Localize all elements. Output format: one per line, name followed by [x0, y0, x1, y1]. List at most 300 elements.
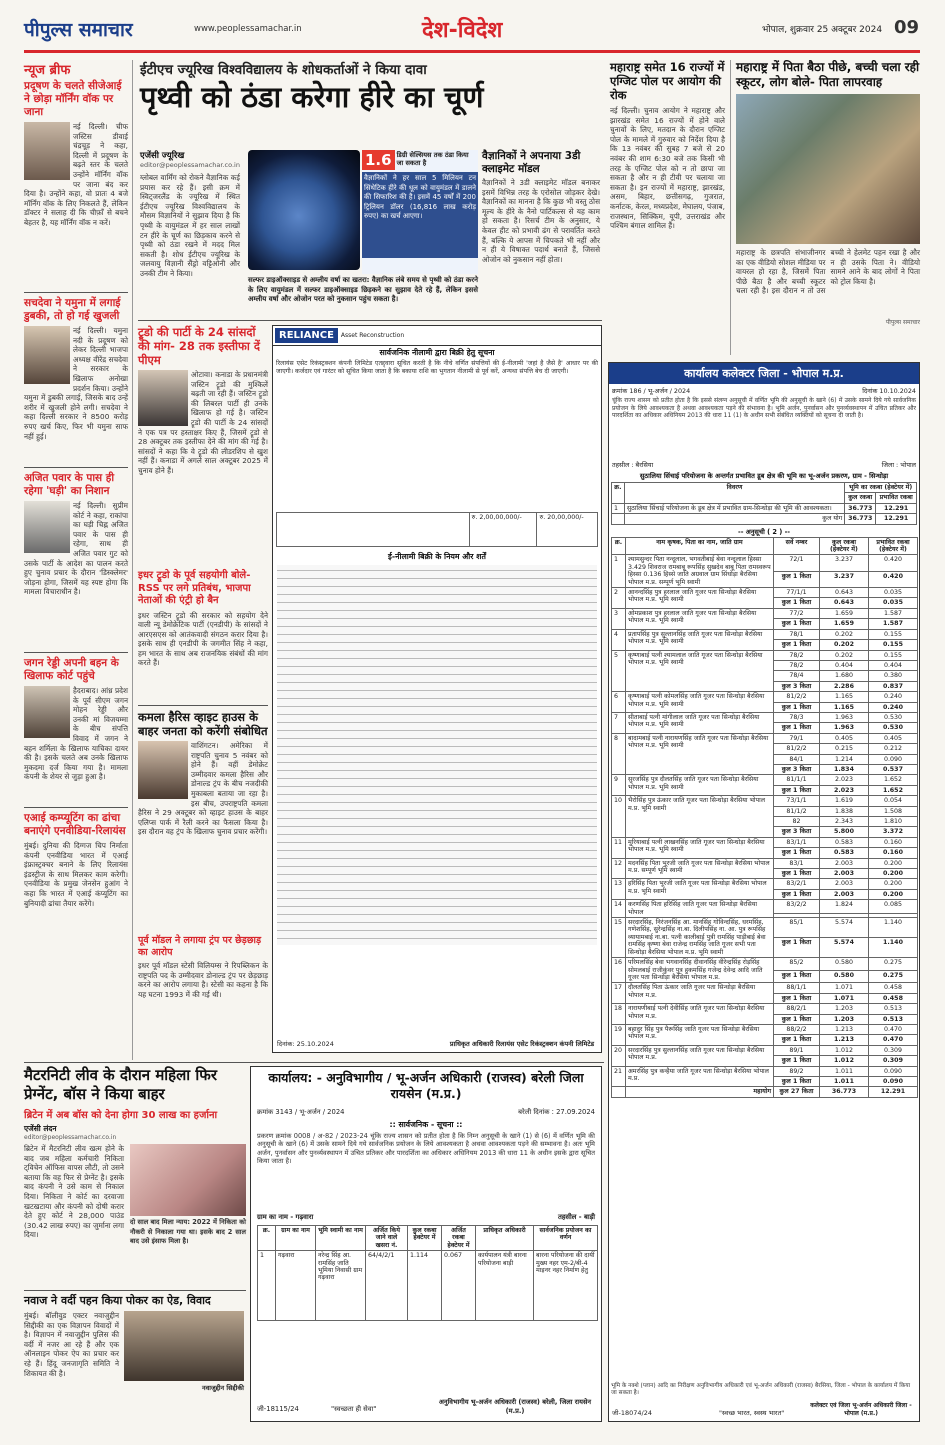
row-number: 4: [612, 629, 626, 650]
owner-name: बहादुर सिंह पुत्र पैरूसिंह जाति गूजर पता सिन्धोड़ा बैरसिया भोपाल म.प्र.: [626, 1024, 774, 1045]
lead-story: [140, 60, 600, 320]
total-area: 1.012: [820, 1045, 869, 1055]
nawaz-story: [24, 1294, 246, 1422]
subtotal-cell: 1.140: [869, 938, 918, 958]
stat-box: [362, 150, 478, 274]
owner-name: सरदारसिंह, निरंजनसिंह आ. मानसिंह गोविन्दसिंह, धरमसिंह, गणेशसिंह, सुरेन्द्रसिंह ना.बा. दिलीपसिंह ना. आ. पुत्र रूपसिंह व्यायामबाई ना.बा. पत्नी कालीबाई पुत्री रामसिंह पाड़ीबाई बेवा रामसिंह कृष्णा बेवा राजेन्द्र रामसिंह जाति गूजर सभी पता सिन्धोड़ा बैरसिया भोपाल म.प्र. भूमि स्वामी: [626, 918, 774, 958]
row-number: 16: [612, 958, 626, 983]
total-area: 1.071: [820, 983, 869, 993]
bjp-headline[interactable]: इधर ट्रूडो के पूर्व सहयोगी बोले- RSS पर लगे प्रतिबंध, भाजपा नेताओं की एंट्री हो बैन: [138, 570, 251, 606]
raisen-head: भूमि स्वामी का नाम: [316, 1226, 366, 1251]
owner-name: अमरसिंह पुत्र कन्हैया जाति गूजर पता सिन्धोड़ा बैरसिया भोपाल म.प्र.: [626, 1066, 774, 1087]
affected-area: 0.155: [869, 629, 918, 639]
raisen-head: अर्जित रकबा हेक्टेयर में: [442, 1226, 476, 1251]
sachdeva-photo: [24, 326, 70, 384]
s1-cell: 12.291: [876, 503, 917, 513]
row-number: 15: [612, 918, 626, 958]
row-number: 10: [612, 796, 626, 838]
subtotal-cell: 2.003: [820, 889, 869, 899]
row-number: 17: [612, 983, 626, 1004]
reserve-price: रु. 2,00,00,000/-: [469, 513, 537, 547]
subtotal-cell: 0.530: [869, 723, 918, 733]
raisen-head: प्राधिकृत अधिकारी: [476, 1226, 534, 1251]
subtotal-cell: 1.071: [820, 993, 869, 1003]
raisen-cell: कार्यपालन यंत्री बारना परियोजना बाड़ी: [476, 1251, 534, 1321]
harris-body: वाशिंगटन। अमेरिका में राष्ट्रपति चुनाव 5 नवंबर को होने हैं। वहीं डेमोक्रेट उम्मीदवार कमला हैरिस और डोनाल्ड ट्रंप के बीच नजदीकी मुकाबला बताया जा रहा है। इस बीच, उपराष्ट्रपति कमला हैरिस ने 29 अक्टूबर को व्हाइट हाउस के बाहर एलिप्स पार्क में रैली करने का फैसला किया है। इस दौरान वह ट्रंप के खिलाफ चुनाव प्रचार करेंगी।: [138, 741, 268, 837]
site-url[interactable]: www.peoplessamachar.in: [194, 24, 302, 34]
trudeau-headline[interactable]: ट्रूडो की पार्टी के 24 सांसदों की मांग- 28 तक इस्तीफा दें पीएम: [138, 325, 260, 367]
raisen-table: [257, 1225, 598, 1321]
affected-area: 0.380: [869, 671, 918, 681]
subtotal-cell: 1.652: [869, 785, 918, 795]
collector-title: कार्यालय कलेक्टर जिला - भोपाल म.प्र.: [609, 363, 919, 384]
row-number: 6: [612, 692, 626, 713]
raisen-cell: 0.067: [442, 1251, 476, 1321]
affected-area: 1.508: [869, 806, 918, 816]
row-number: 11: [612, 837, 626, 858]
raisen-cell: 64/4/2/1: [366, 1251, 408, 1321]
survey-number: 78/4: [774, 671, 820, 681]
brief-item: [24, 297, 128, 467]
survey-number: 88/1/1: [774, 983, 820, 993]
s1-head: भूमि का रकबा (हेक्टेयर में): [845, 483, 917, 493]
total-area: 0.202: [820, 629, 869, 639]
total-area: 1.203: [820, 1004, 869, 1014]
raisen-head: ग्राम का नाम: [276, 1226, 316, 1251]
table-row: [612, 1024, 918, 1034]
s1-head: क्र.: [612, 483, 625, 504]
email[interactable]: editor@peoplessamachar.co.in: [140, 161, 240, 169]
subtotal-cell: कुल 1 किता: [774, 640, 820, 650]
byline: एजेंसी ज्यूरिख: [140, 151, 185, 161]
trump-body: इधर पूर्व मॉडल स्टेसी विलियम्स ने रिपब्लिकन के राष्ट्रपति पद के उम्मीदवार डोनाल्ड ट्रंप पर छेड़छाड़ करने का आरोप लगाया है। स्टेसी का कहना है कि यह घटना 1993 में की गई थी।: [138, 961, 268, 999]
total-area: 1.214: [820, 754, 869, 764]
subtotal-cell: 0.513: [869, 1014, 918, 1024]
table-row: [612, 918, 918, 938]
subtotal-cell: कुल 3 किता: [774, 827, 820, 837]
affected-area: 0.090: [869, 1066, 918, 1076]
trudeau-story: [138, 325, 268, 565]
brief-title[interactable]: जगन रेड्डी अपनी बहन के खिलाफ कोर्ट पहुंचे: [24, 657, 119, 682]
subtotal-cell: कुल 1 किता: [774, 785, 820, 795]
collector-slogan: "स्वच्छ भारत, स्वस्थ भारत": [719, 1409, 785, 1417]
owner-name: ओमप्रकाश पुत्र हरलाल जाति गूजर पता सिन्धोड़ा बैरसिया भोपाल म.प्र. भूमि स्वामी: [626, 608, 774, 629]
raisen-village: ग्राम का नाम - गढ़वारा: [257, 1213, 314, 1221]
table-row: [612, 608, 918, 618]
survey-number: 81/2/2: [774, 744, 820, 754]
maternity-caption: दो साल बाद मिला न्याय: 2022 में निकिता को नौकरी से निकाला गया था। इसके बाद 2 साल बाद उसे इंसाफ मिला है।: [130, 1218, 246, 1246]
table-row: [612, 650, 918, 660]
subtotal-cell: 0.155: [869, 640, 918, 650]
affected-area: 0.212: [869, 744, 918, 754]
exit-poll-story: [610, 60, 725, 360]
subtotal-cell: 0.537: [869, 764, 918, 774]
grand-total-cell: कुल 27 किता: [774, 1087, 820, 1097]
owner-name: मदनसिंह पिता भूरजी जाति गूजर पता सिन्धोड़ा बैरसिया भोपाल म.प्र. सम्पूर्ण भूमि स्वामी: [626, 858, 774, 879]
affected-area: 0.035: [869, 588, 918, 598]
auction-table: [276, 512, 598, 547]
table-row: [612, 879, 918, 889]
harris-story: [138, 710, 268, 932]
total-area: 1.680: [820, 671, 869, 681]
subtotal-cell: 2.003: [820, 869, 869, 879]
reliance-sub: Asset Reconstruction: [340, 332, 405, 339]
row-number: 9: [612, 775, 626, 796]
survey-number: 82: [774, 817, 820, 827]
subtotal-cell: कुल 3 किता: [774, 681, 820, 691]
maternity-story: [24, 1066, 246, 1286]
brief-item: [24, 657, 128, 807]
survey-number: 81/1/1: [774, 775, 820, 785]
owner-name: आनन्दसिंह पुत्र हरलाल जाति गूजर पता सिन्धोड़ा बैरसिया भोपाल म.प्र. भूमि स्वामी: [626, 588, 774, 609]
subtotal-cell: 3.237: [820, 571, 869, 587]
subtotal-cell: कुल 1 किता: [774, 938, 820, 958]
table-row: [612, 629, 918, 639]
s1-cell: 36.773: [845, 503, 876, 513]
subtotal-cell: 1.587: [869, 619, 918, 629]
subtotal-cell: 5.574: [820, 938, 869, 958]
emd-amount: रु. 20,00,000/-: [537, 513, 598, 547]
subtotal-cell: 1.213: [820, 1035, 869, 1045]
brief-body: नई दिल्ली। सुप्रीम कोर्ट ने कहा, राकांपा का घड़ी चिह्न अजित पवार के पास ही रहेगा, साथ ही अजित पवार गुट को उसके पार्टी के आदेश का पालन करते हुए चुनाव प्रचार के दौरान 'डिस्क्लेमर' जोड़ना होगा, जिसमें यह स्पष्ट होगा कि मामला विचाराधीन है।: [24, 501, 128, 597]
row-number: 7: [612, 712, 626, 733]
subtotal-cell: 1.834: [820, 764, 869, 774]
raisen-office: कार्यालय: - अनुविभागीय / भू-अर्जन अधिकारी (राजस्व) बरेली जिला रायसेन (म.प्र.): [268, 1070, 584, 1101]
side-body: वैज्ञानिकों ने 3डी क्लाइमेट मॉडल बनाकर इसमें विभिन्न तरह के एरोसोल जोड़कर देखे। वैज्ञानिकों का मानना है कि कुछ भी वस्तु ठोस मूल्य के हीरे के नैनो पार्टिकल्स से यह काम हो सकता है। रिसर्च टीम के अनुसार, ये केवल हीट को प्रभावी ढंग से परावर्तित करते हैं, बल्कि ये आपस में चिपकते भी नहीं और न ही ये विषाक्त पदार्थ बनाते हैं, जिससे ओजोन को नुकसान नहीं होता।: [482, 178, 600, 264]
brief-body: हैदराबाद। आंध्र प्रदेश के पूर्व सीएम जगन मोहन रेड्डी और उनकी मां विजयम्मा के बीच संपत्ति विवाद में जगन ने बहन शर्मिला के खिलाफ याचिका दायर की है। इसके चलते अब उनके खिलाफ मुकदमा दर्ज किया गया है। मामला कंपनी के शेयर से जुड़ा हुआ है।: [24, 686, 128, 782]
brief-title[interactable]: प्रदूषण के चलते सीजेआई ने छोड़ा मॉर्निंग वॉक पर जाना: [24, 80, 122, 118]
exit-poll-headline[interactable]: महाराष्ट्र समेत 16 राज्यों में एग्जिट पोल पर आयोग की रोक: [610, 60, 725, 102]
reliance-logo[interactable]: RELIANCE: [275, 328, 338, 343]
collector-intro: चूंकि राज्य शासन को प्रतीत होता है कि इससे संलग्न अनुसूची में वर्णित भूमि की अनुसूची के खाने (6) में उसके सामने दिये गये सार्वजनिक प्रयोजन के लिये आवश्यकता है अथवा आवश्यकता पड़ने की संभावना है। भूमि अर्जन, पुनर्वासन और पुनर्व्यवस्थापन में उचित प्रतिकर और पारदर्शिता का अधिकार अधिनियम 2013 की धारा 11 (1) के अधीन सभी संबंधित व्यक्तियों को सूचना दी जाती है।: [612, 397, 916, 420]
raisen-notice-title: :: सार्वजनिक - सूचना ::: [389, 1120, 463, 1129]
subtotal-cell: 3.372: [869, 827, 918, 837]
s2-head: सर्वे नम्बर: [774, 537, 820, 555]
maternity-photo: [130, 1144, 246, 1216]
subtotal-cell: 1.165: [820, 702, 869, 712]
logo[interactable]: पीपुल्स समाचार: [24, 19, 133, 41]
subtotal-cell: 2.023: [820, 785, 869, 795]
total-area: 1.659: [820, 608, 869, 618]
subtotal-cell: 0.580: [820, 970, 869, 983]
subtotal-cell: 0.200: [869, 869, 918, 879]
scooter-photo: [736, 94, 920, 244]
affected-area: 0.200: [869, 858, 918, 868]
scooter-body: महाराष्ट्र के छत्रपति संभाजीनगर का एक वीडियो सोशल मीडिया पर वायरल हो रहा है, जिसमें पिता पीछे बैठा है और बच्ची स्कूटर चला रही है। इस दौरान न तो उस बच्ची ने हेलमेट पहन रखा है और न ही उसके पिता ने। वीडियो सामने आने के बाद लोगों ने पिता को ट्रोल किया है।: [736, 248, 920, 296]
total-area: 0.215: [820, 744, 869, 754]
maternity-sub: ब्रिटेन में अब बॉस को देना होगा 30 लाख का हर्जाना: [24, 1110, 218, 1121]
lead-caption: सल्फर डाइऑक्साइड से अम्लीय वर्षा का खतरा: वैज्ञानिक लंबे समय से पृथ्वी को ठंडा करने के लिए वायुमंडल में सल्फर डाइऑक्साइड छिड़कने का सुझाव देते रहे हैं, लेकिन इससे अम्लीय वर्षा और ओजोन परत को नुकसान पहुंच सकता है।: [248, 276, 478, 304]
subtotal-cell: कुल 1 किता: [774, 869, 820, 879]
lead-col1: ग्लोबल वार्मिंग को रोकने वैज्ञानिक कई प्रयास कर रहे हैं। इसी क्रम में स्विट्जरलैंड के ज्यूरिख में स्थित ईटीएच ज्यूरिख विश्वविद्यालय के मौसम विज्ञानियों ने सुझाव दिया है कि पृथ्वी के वायुमंडल में हर साल लाखों टन हीरे के चूर्ण का छिड़काव करने से पृथ्वी को ठंडा रखने में मदद मिल सकती है। शोध ईटीएच ज्यूरिख के जलवायु विज्ञानी सैंड्रो वट्टिओनी और उनकी टीम ने किया।: [140, 173, 240, 278]
trump-headline[interactable]: पूर्व मॉडल ने लगाया ट्रंप पर छेड़छाड़ का आरोप: [138, 935, 262, 958]
s1-total: कुल योग: [624, 514, 844, 524]
affected-area: 1.587: [869, 608, 918, 618]
subtotal-cell: कुल 1 किता: [774, 848, 820, 858]
raisen-sign: अनुविभागीय भू-अर्जन अधिकारी (राजस्व) बरेली, जिला रायसेन (म.प्र.): [438, 1398, 592, 1415]
affected-area: 1.140: [869, 918, 918, 938]
owner-name: कृष्णाबाई पत्नी श्यामलाल जाति गूजर पता सिन्धोड़ा बैरसिया भोपाल म.प्र. भूमि स्वामी: [626, 650, 774, 692]
subtotal-cell: कुल 3 किता: [774, 764, 820, 774]
brief-body: नई दिल्ली। चीफ जस्टिस डीवाई चंद्रचूड़ ने कहा, दिल्ली में प्रदूषण के बढ़ते स्तर के चलते उन्होंने मॉर्निंग वॉक पर जाना बंद कर दिया है। उन्होंने कहा, वो प्रातः 4 बजे मॉर्निंग वॉक के लिए निकलते हैं, लेकिन डॉक्टर ने सलाह दी कि चीफ़ाँ से बचने बेहतर है, यह मॉर्निंग वॉक न करें।: [24, 122, 128, 227]
survey-number: 77/1/1: [774, 588, 820, 598]
subtotal-cell: कुल 1 किता: [774, 993, 820, 1003]
owner-name: परिमलसिंह बेवा भगवानसिंह दीवानसिंह वीरेन्द्रसिंह रोड़सिंह सोमलबाई राजीकुंवर पुत्र हुकमसिंह गजेन्द्र देवेन्द्र आदि जाति गूजर पता सिन्धोड़ा बैरसिया भोपाल म.प्र.: [626, 958, 774, 983]
row-number: 13: [612, 879, 626, 900]
table-row: [612, 1066, 918, 1076]
raisen-head: अर्जित किये जाने वाले खसरा नं.: [366, 1226, 408, 1251]
affected-area: 0.054: [869, 796, 918, 806]
maternity-body: ब्रिटेन में मैटरनिटी लीव खत्म होने के बाद जब महिला कर्मचारी निकिता ट्विचेन ऑफिस वापस लौटी, तो उसने बताया कि वह फिर से प्रेग्नेंट है। इसके बाद कंपनी ने उसे काम से निकाल दिया। निकिता ने कोर्ट का दरवाजा खटखटाया और कंपनी को दोषी करार देते हुए कोर्ट ने 28,000 पाउंड (30.42 लाख रुपए) का जुर्माना लगा दिया।: [24, 1144, 124, 1240]
s1-subhead: कुल रकबा: [845, 493, 876, 503]
owner-name: बादामबाई पत्नी नारायणसिंह जाति गूजर पता सिन्धोड़ा बैरसिया भोपाल म.प्र. भूमि स्वामी: [626, 733, 774, 775]
ajit-pawar-photo: [24, 501, 70, 553]
affected-area: 1.810: [869, 817, 918, 827]
total-area: 1.824: [820, 900, 869, 914]
raisen-jino: जी-18115/24: [257, 1405, 299, 1413]
brief-item: [24, 472, 128, 652]
owner-name: प्रतापसिंह पुत्र सुल्तानसिंह जाति गूजर पता सिन्धोड़ा बैरसिया भोपाल म.प्र. भूमि स्वामी: [626, 629, 774, 650]
raisen-date: बरेली दिनांक : 27.09.2024: [518, 1108, 595, 1116]
stat-body: वैज्ञानिकों ने हर साल 5 मिलियन टन सिंथेटिक हीरे की धूल को वायुमंडल में डालने की सिफारिश की है। इसमें 45 वर्षों में 200 ट्रिलियन डॉलर (16,816 लाख करोड़ रुपए) का खर्च आएगा।: [362, 172, 478, 258]
row-number: 18: [612, 1004, 626, 1025]
table-row: [612, 900, 918, 914]
owner-name: करणसिंह पिता हरिसिंह जाति गूजर पता सिन्धोड़ा बैरसिया भोपाल: [626, 900, 774, 918]
affected-area: 0.240: [869, 692, 918, 702]
owner-name: सरदारसिंह पुत्र सुल्तानसिंह जाति गूजर पता सिन्धोड़ा बैरसिया भोपाल म.प्र.: [626, 1045, 774, 1066]
page-number: 09: [894, 17, 920, 38]
total-area: 1.213: [820, 1024, 869, 1034]
subtotal-cell: 1.659: [820, 619, 869, 629]
total-area: 0.405: [820, 733, 869, 743]
affected-area: 0.309: [869, 1045, 918, 1055]
lead-byline-block: [140, 150, 240, 321]
survey-number: 78/2: [774, 650, 820, 660]
s2-head: क्र.: [612, 537, 626, 555]
owner-name: नारायणीबाई पत्नी देवीसिंह जाति गूजर पता सिन्धोड़ा बैरसिया भोपाल म.प्र.: [626, 1004, 774, 1025]
total-area: 0.202: [820, 650, 869, 660]
brief-title[interactable]: अजित पवार के पास ही रहेगा 'घड़ी' का निशान: [24, 472, 115, 497]
total-area: 0.404: [820, 660, 869, 670]
subtotal-cell: 0.200: [869, 889, 918, 899]
total-area: 2.343: [820, 817, 869, 827]
auction-sign: प्राधिकृत अधिकारी रिलायंस एसेट रिकंस्ट्रक्शन कंपनी लिमिटेड: [449, 1040, 595, 1048]
row-number: 19: [612, 1024, 626, 1045]
subtotal-cell: 0.160: [869, 848, 918, 858]
total-area: 2.023: [820, 775, 869, 785]
subtotal-cell: 0.090: [869, 1076, 918, 1086]
survey-number: 77/2: [774, 608, 820, 618]
subtotal-cell: 0.035: [869, 598, 918, 608]
side-headline[interactable]: वैज्ञानिकों ने अपनाया 3डी क्लाइमेट मॉडल: [482, 150, 581, 175]
section-title: देश-विदेश: [422, 18, 503, 43]
scooter-headline[interactable]: महाराष्ट्र में पिता बैठा पीछे, बच्ची चला रही स्कूटर, लोग बोले- पिता लापरवाह: [736, 60, 920, 89]
survey-number: 78/3: [774, 712, 820, 722]
total-area: 1.619: [820, 796, 869, 806]
collector-foot: भूमि के नक्शे (प्लान) आदि का निरीक्षण अनुविभागीय अधिकारी एवं भू-अर्जन अधिकारी (राजस्व) बैरसिया, जिला - भोपाल के कार्यालय में किया जा सकता है।: [611, 1383, 911, 1396]
trudeau-body: ओटावा। कनाडा के प्रधानमंत्री जस्टिन ट्रूडो की मुश्किलें बढ़ती जा रही हैं। जस्टिन ट्रूडो की लिबरल पार्टी ही उनके खिलाफ हो गई है। जस्टिन ट्रूडो की पार्टी के 24 सांसदों ने एक पत्र पर हस्ताक्षर किए हैं, जिसमें ट्रूडो से 28 अक्टूबर तक इस्तीफा देने की मांग की गई है। सांसदों ने कहा कि वे ट्रूडो की लीडरशिप से खुश नहीं हैं। कनाडा में अगले साल अक्टूबर 2025 में चुनाव होने हैं।: [138, 370, 268, 475]
lead-headline[interactable]: पृथ्वी को ठंडा करेगा हीरे का चूर्ण: [140, 80, 484, 114]
survey-number: 85/2: [774, 958, 820, 971]
grand-total-cell: 36.773: [820, 1087, 869, 1097]
news-brief-column: [24, 60, 128, 1160]
owner-name: मुरियाबाई पत्नी लाखनसिंह जाति गूजर पता सिन्धोड़ा बैरसिया भोपाल म.प्र. भूमि स्वामी: [626, 837, 774, 858]
affected-area: 0.420: [869, 555, 918, 571]
schedule-2: [611, 537, 918, 1098]
survey-number: 79/1: [774, 733, 820, 743]
nawaz-headline[interactable]: नवाज ने वर्दी पहन किया पोकर का ऐड, विवाद: [24, 1294, 211, 1307]
subtotal-cell: कुल 1 किता: [774, 723, 820, 733]
table-row: [612, 775, 918, 785]
subtotal-cell: कुल 1 किता: [774, 889, 820, 899]
row-number: 1: [612, 555, 626, 588]
subtotal-cell: कुल 1 किता: [774, 619, 820, 629]
survey-number: 83/1: [774, 858, 820, 868]
row-number: 8: [612, 733, 626, 775]
affected-area: 0.404: [869, 660, 918, 670]
brief-title[interactable]: एआई कम्प्यूटिंग का ढांचा बनाएंगे एनवीडिया-रिलायंस: [24, 812, 126, 837]
s1-head: विवरण: [624, 483, 844, 504]
dateline: भोपाल, शुक्रवार 25 अक्टूबर 2024: [762, 25, 883, 35]
subtotal-cell: 0.275: [869, 970, 918, 983]
subtotal-cell: 0.643: [820, 598, 869, 608]
owner-name: सुरजसिंह पुत्र दौलतसिंह जाति गूजर पता सिन्धोड़ा बैरसिया भोपाल म.प्र. भूमि स्वामी: [626, 775, 774, 796]
survey-number: 85/1: [774, 918, 820, 938]
affected-area: 0.458: [869, 983, 918, 993]
table-row: [612, 733, 918, 743]
raisen-notice: [250, 1066, 602, 1422]
auction-date: दिनांक: 25.10.2024: [277, 1040, 334, 1048]
raisen-head: कुल रकबा हेक्टेयर में: [408, 1226, 442, 1251]
raisen-body: प्रकरण क्रमांक 0008 / अ-82 / 2023-24 चूंकि राज्य शासन को प्रतीत होता है कि निम्न अनुसूची के खाने (1) से (6) में वर्णित भूमि की अनुसूची के खाने (6) में उसके सामने दिये गये सार्वजनिक प्रयोजन के लिये आवश्यकता है अथवा आवश्यकता पड़ने की सम्भावना है। अतः भूमि अर्जन, पुनर्वासन और पुनर्व्यवस्थापन में उचित प्रतिकर और पारदर्शिता का अधिकार अधिनियम 2013 की धारा 11 के अधीन इसके द्वारा सूचित किया जाता है।: [257, 1132, 595, 1166]
survey-number: 73/1/1: [774, 796, 820, 806]
subtotal-cell: 0.240: [869, 702, 918, 712]
jagan-photo: [24, 686, 70, 738]
terms-head: ई-नीलामी बिक्री के नियम और शर्तें: [388, 552, 486, 561]
survey-number: 78/1: [774, 629, 820, 639]
maternity-headline[interactable]: मैटरनिटी लीव के दौरान महिला फिर प्रेग्नेंट, बॉस ने किया बाहर: [24, 1066, 218, 1103]
total-area: 2.003: [820, 858, 869, 868]
table-row: [612, 588, 918, 598]
affected-area: 0.513: [869, 1004, 918, 1014]
raisen-cell: बारना परियोजना की दायीं मुख्य नहर एम-2/बी-4 माइनर नहर निर्माण हेतु: [534, 1251, 598, 1321]
s2-head: कुल रकबा (हेक्टेयर में): [820, 537, 869, 555]
survey-number: 84/1: [774, 754, 820, 764]
subtotal-cell: 0.458: [869, 993, 918, 1003]
schedule-1: [611, 482, 917, 525]
raisen-tehsil: तहसील - बाड़ी: [557, 1213, 595, 1221]
survey-number: 88/2/2: [774, 1024, 820, 1034]
total-area: 1.011: [820, 1066, 869, 1076]
stat-number: 1.6: [362, 150, 395, 170]
raisen-cell: 1.114: [408, 1251, 442, 1321]
survey-number: 89/2: [774, 1066, 820, 1076]
collector-jino: जी-18074/24: [612, 1409, 652, 1417]
table-row: [612, 983, 918, 993]
total-area: 0.643: [820, 588, 869, 598]
maternity-email[interactable]: editor@peoplessamachar.co.in: [24, 1134, 117, 1141]
s1-cell: 1: [612, 503, 625, 513]
cji-photo: [24, 122, 70, 180]
table-row: [612, 692, 918, 702]
subtotal-cell: कुल 1 किता: [774, 1035, 820, 1045]
subtotal-cell: 0.420: [869, 571, 918, 587]
owner-name: कृष्णाबाई पत्नी कोमलसिंह जाति गूजर पता सिन्धोड़ा बैरसिया भोपाल म.प्र. भूमि स्वामी: [626, 692, 774, 713]
lead-kicker: ईटीएच ज्यूरिख विश्वविद्यालय के शोधकर्ताओं ने किया दावा: [140, 62, 427, 78]
affected-area: 0.405: [869, 733, 918, 743]
exit-poll-body: नई दिल्ली। चुनाव आयोग ने महाराष्ट्र और झारखंड समेत 16 राज्यों में होने वाले चुनावों के लिए, मतदान के दौरान एग्जिट पोल के मामले में गुरुवार को निर्देश दिया है कि 13 नवंबर की सुबह 7 बजे से 20 नवंबर की शाम 6:30 बजे तक किसी भी तरह के एग्जिट पोल को न तो छापा जा सकता है और न ही टीवी पर चलाया जा सकता है। इन राज्यों में महाराष्ट्र, झारखंड, असम, बिहार, छत्तीसगढ़, गुजरात, कर्नाटक, केरल, मध्यप्रदेश, मेघालय, पंजाब, राजस्थान, सिक्किम, यूपी, उत्तराखंड और पश्चिम बंगाल शामिल हैं।: [610, 106, 725, 231]
collector-tehsil: तहसील : बैरसिया: [612, 461, 654, 469]
subtotal-cell: कुल 1 किता: [774, 1076, 820, 1086]
subtotal-cell: 1.203: [820, 1014, 869, 1024]
subtotal-cell: 0.202: [820, 640, 869, 650]
nawaz-body: मुंबई। बॉलीवुड एक्टर नवाजुद्दीन सिद्दीकी का एक विज्ञापन विवादों में है। विज्ञापन में नवाजुद्दीन पुलिस की वर्दी में नजर आ रहे हैं और एक ऑनलाइन पोकर ऐप का प्रचार कर रहे हैं। हिंदू जनजागृति समिति ने शिकायत की है।: [24, 1311, 119, 1378]
survey-number: 83/2/2: [774, 900, 820, 914]
total-area: 5.574: [820, 918, 869, 938]
brief-title[interactable]: सचदेवा ने यमुना में लगाई डुबकी, तो हो गई खुजली: [24, 297, 121, 322]
brief-item: [24, 812, 128, 992]
owner-name: सीताबाई पत्नी मांगीलाल जाति गूजर पता सिन्धोड़ा बैरसिया भोपाल म.प्र. भूमि स्वामी: [626, 712, 774, 733]
raisen-cell: 1: [258, 1251, 276, 1321]
collector-notice: [608, 362, 920, 1422]
owner-name: हरिसिंह पिता भूरजी जाति गूजर पता सिन्धोड़ा बैरसिया भोपाल म.प्र. भूमि स्वामी: [626, 879, 774, 900]
auction-text: रिलायंस एसेट रिकंस्ट्रक्शन कंपनी लिमिटेड एतद्द्वारा सूचित करती है कि नीचे वर्णित संपत्तियों की ई-नीलामी 'जहां है जैसे है' आधार पर की जाएगी। कर्जदार एवं गारंटर को सूचित किया जाता है कि बकाया राशि का भुगतान नीलामी से पूर्व करें, अन्यथा संपत्ति बेच दी जाएगी।: [276, 360, 598, 375]
total-area: 2.003: [820, 879, 869, 889]
raisen-cell: नरेन्द्र सिंह आ. रामसिंह जाति भूमिया निवासी ग्राम गढ़वारा: [316, 1251, 366, 1321]
grand-total-cell: 12.291: [869, 1087, 918, 1097]
affected-area: 1.652: [869, 775, 918, 785]
s1-total: 36.773: [845, 514, 876, 524]
subtotal-cell: कुल 1 किता: [774, 1014, 820, 1024]
row-number: 20: [612, 1045, 626, 1066]
brief-item: [24, 80, 128, 292]
raisen-cell: गढ़वारा: [276, 1251, 316, 1321]
affected-area: 0.470: [869, 1024, 918, 1034]
stat-unit: डिग्री सेल्सियस तक ठंडा किया जा सकता है: [396, 151, 469, 167]
owner-name: दौलतसिंह पिता ऊंकार जाति गूजर पता सिन्धोड़ा बैरसिया भोपाल म.प्र.: [626, 983, 774, 1004]
subtotal-cell: कुल 1 किता: [774, 571, 820, 587]
nawaz-caption: नवाजुद्दीन सिद्दीकी: [201, 1384, 244, 1392]
affected-area: 0.275: [869, 958, 918, 971]
collector-district: जिला : भोपाल: [881, 461, 916, 469]
subtotal-cell: 0.470: [869, 1035, 918, 1045]
survey-number: 81/2/2: [774, 692, 820, 702]
row-number: 21: [612, 1066, 626, 1087]
brief-label: न्यूज ब्रीफ: [24, 63, 71, 78]
subtotal-cell: कुल 1 किता: [774, 598, 820, 608]
subtotal-cell: 2.286: [820, 681, 869, 691]
total-area: 3.237: [820, 555, 869, 571]
survey-number: 78/2: [774, 660, 820, 670]
total-area: 1.963: [820, 712, 869, 722]
collector-date: दिनांक 10.10.2024: [862, 387, 916, 395]
owner-name: श्यामसुन्दर पिता नन्दूलाल, भगवतीबाई बेवा नन्दूलाल हिस्सा 3.429 शिवराज रामबाबू रूपसिंह सुखदेव बाबू पिता रामस्वरूप हिस्सा 0.136 हिस्से जाति अग्रवाल ग्राम सिंधोड़ा बैरसिया भोपाल म.प्र. सम्पूर्ण भूमि स्वामी: [626, 555, 774, 588]
survey-number: 83/2/1: [774, 879, 820, 889]
bjp-story: [138, 570, 268, 700]
owner-name: भैरोसिंह पुत्र ऊंकार जाति गूजर पता सिन्धोड़ा बैरसिया भोपाल म.प्र. भूमि स्वामी: [626, 796, 774, 838]
harris-photo: [138, 741, 188, 799]
s1-total: 12.291: [876, 514, 917, 524]
table-row: [612, 958, 918, 971]
survey-number: 83/1/1: [774, 837, 820, 847]
total-area: 0.580: [820, 958, 869, 971]
harris-headline[interactable]: कमला हैरिस व्हाइट हाउस के बाहर जनता को करेंगी संबोधित: [138, 710, 268, 738]
terms-lines: [273, 565, 601, 945]
collector-project: सुठालिया सिंचाई परियोजना के अन्तर्गत प्रभावित डूब क्षेत्र की भूमि का भू-अर्जन प्रकरण, ग्राम - सिन्धोड़ा: [639, 472, 889, 480]
row-number: 5: [612, 650, 626, 692]
table-row: [612, 555, 918, 571]
table-row: [612, 837, 918, 847]
